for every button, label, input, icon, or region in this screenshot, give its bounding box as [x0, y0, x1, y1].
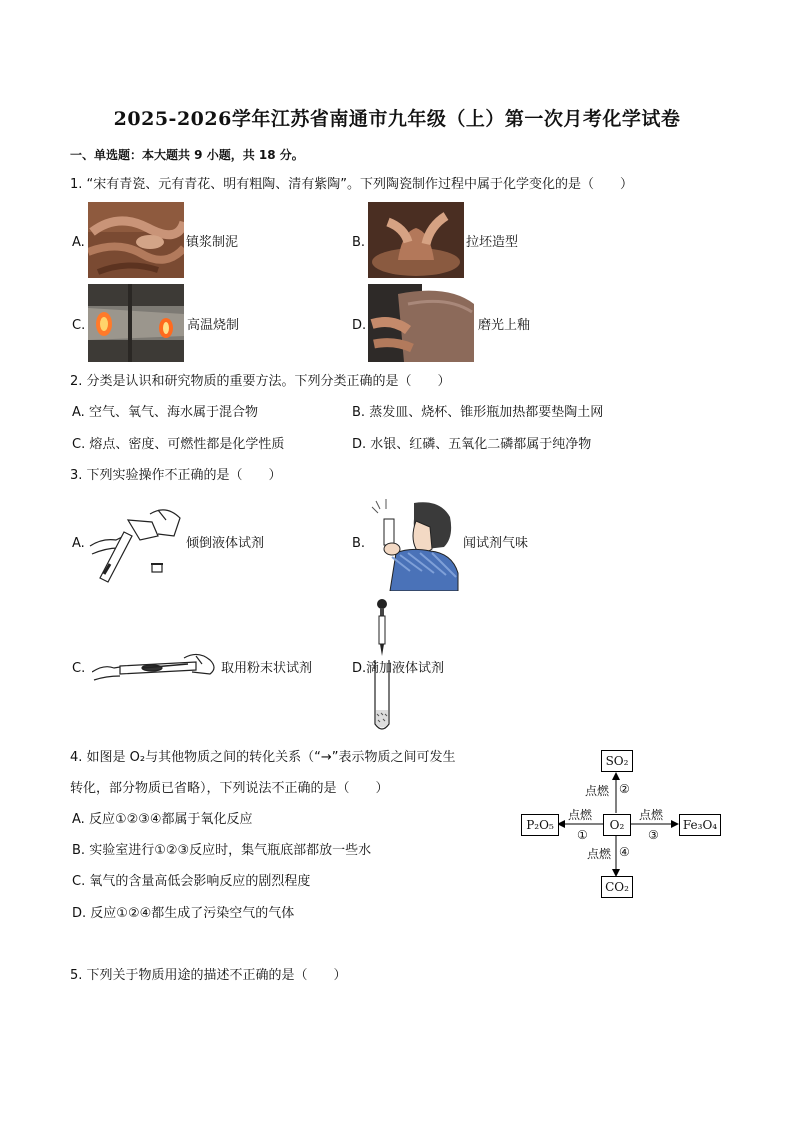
q4-option-b: B. 实验室进行①②③反应时，集气瓶底部都放一些水 [72, 843, 372, 858]
kiln-firing-photo [88, 284, 184, 362]
label-ignite-3: 点燃 [639, 808, 664, 822]
q1-c-letter: C. [72, 318, 86, 333]
smelling-reagent-drawing [370, 497, 462, 591]
label-n3: ③ [648, 828, 659, 842]
q2-option-c: C. 熔点、密度、可燃性都是化学性质 [72, 437, 285, 452]
powder-reagent-drawing [92, 650, 220, 686]
q3-c-letter: C. [72, 661, 86, 676]
label-n2: ② [619, 782, 630, 796]
q3-a-letter: A. [72, 536, 85, 551]
node-fe3o4: Fe₃O₄ [679, 814, 721, 836]
q2-option-a: A. 空气、氧气、海水属于混合物 [72, 405, 258, 420]
q2-option-d: D. 水银、红磷、五氧化二磷都属于纯净物 [352, 437, 592, 452]
section-heading: 一、单选题：本大题共 9 小题，共 18 分。 [70, 148, 304, 162]
node-so2: SO₂ [601, 750, 633, 772]
node-o2: O₂ [603, 814, 631, 836]
q3-d-text: 滴加液体试剂 [366, 661, 445, 676]
pouring-liquid-drawing [88, 500, 184, 584]
q4-option-a: A. 反应①②③④都属于氧化反应 [72, 812, 253, 827]
label-n4: ④ [619, 845, 630, 859]
label-ignite-4: 点燃 [587, 847, 612, 861]
glazing-photo [368, 284, 476, 362]
q4-option-c: C. 氧气的含量高低会影响反应的剧烈程度 [72, 874, 311, 889]
q3-b-letter: B. [352, 536, 366, 551]
q1-c-text: 高温烧制 [187, 318, 240, 333]
clay-kneading-photo [88, 202, 184, 278]
node-co2: CO₂ [601, 876, 633, 898]
q3-a-text: 倾倒液体试剂 [186, 536, 265, 551]
q1-a-letter: A. [72, 235, 85, 250]
paper-title: 2025-2026学年江苏省南通市九年级（上）第一次月考化学试卷 [113, 108, 681, 130]
q2-stem: 2. 分类是认识和研究物质的重要方法。下列分类正确的是（ ） [70, 374, 451, 389]
q4-option-d: D. 反应①②④都生成了污染空气的气体 [72, 906, 295, 921]
q4-stem-line1: 4. 如图是 O₂与其他物质之间的转化关系（“→”表示物质之间可发生 [70, 750, 456, 765]
q1-d-text: 磨光上釉 [478, 318, 531, 333]
label-ignite-1: 点燃 [568, 808, 593, 822]
q1-a-text: 镇浆制泥 [186, 235, 239, 250]
q1-d-letter: D. [352, 318, 367, 333]
label-n1: ① [577, 828, 588, 842]
label-ignite-2: 点燃 [585, 784, 610, 798]
q1-stem: 1. “宋有青瓷、元有青花、明有粗陶、清有紫陶”。下列陶瓷制作过程中属于化学变化的是（ ） [70, 177, 634, 192]
q4-stem-line2: 转化，部分物质已省略），下列说法不正确的是（ ） [70, 781, 389, 796]
q2-option-b: B. 蒸发皿、烧杯、锥形瓶加热都要垫陶土网 [352, 405, 604, 420]
node-p2o5: P₂O₅ [521, 814, 559, 836]
q5-stem: 5. 下列关于物质用途的描述不正确的是（ ） [70, 968, 347, 983]
q1-b-text: 拉坯造型 [466, 235, 519, 250]
pottery-wheel-photo [368, 202, 464, 278]
oxygen-conversion-diagram [515, 745, 725, 900]
q3-c-text: 取用粉末状试剂 [221, 661, 313, 676]
q3-b-text: 闻试剂气味 [463, 536, 529, 551]
q3-stem: 3. 下列实验操作不正确的是（ ） [70, 468, 282, 483]
q3-d-letter: D. [352, 661, 367, 676]
q1-b-letter: B. [352, 235, 366, 250]
